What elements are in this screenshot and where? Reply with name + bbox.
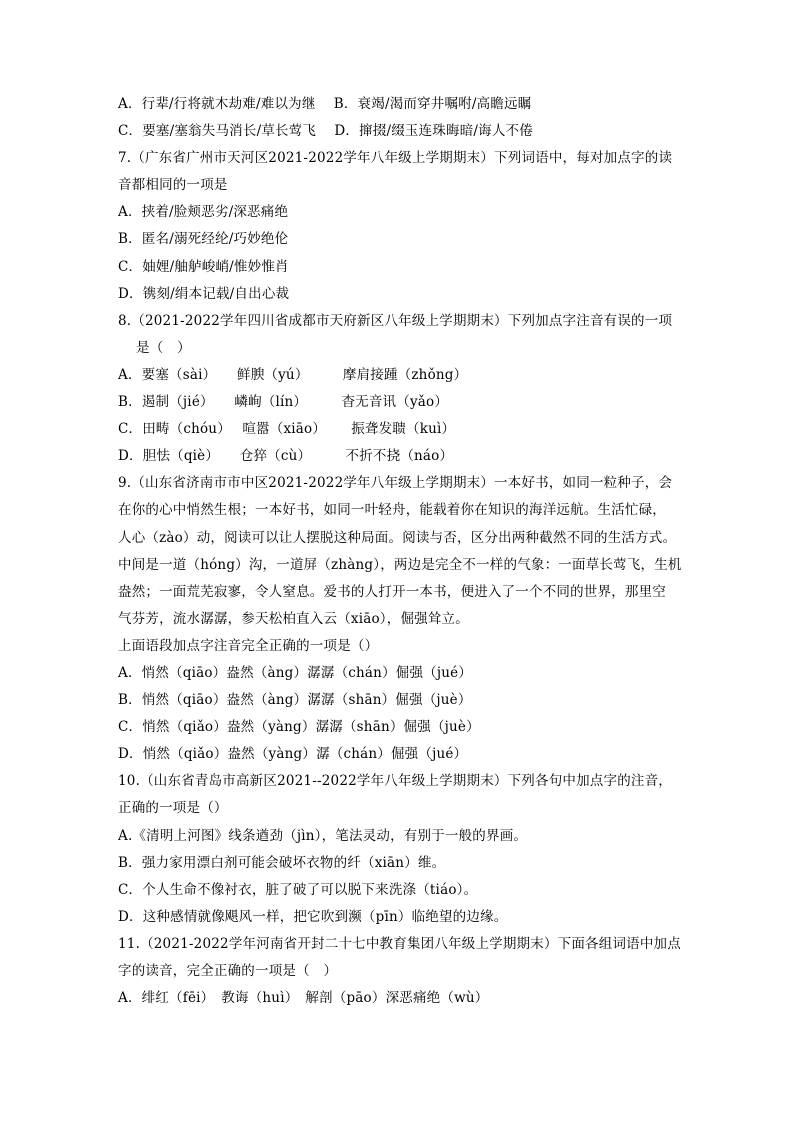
option-c: C．田畴（chóu） 喧嚣（xiāo） 振聋发聩（kuì） [118, 421, 456, 438]
option-d: D．镌刻/绢本记载/自出心裁 [118, 285, 290, 302]
option-c: C．悄然（qiǎo）盎然（yàng）潺潺（shān）倔强（juè） [118, 719, 480, 736]
question-8-stem: 8.（2021-2022学年四川省成都市天府新区八年级上学期期末）下列加点字注音有误的一项 [118, 312, 673, 329]
text-line: C．要塞/塞翁失马消长/草长莺飞 D．撺掇/缀玉连珠晦暗/诲人不倦 [118, 123, 533, 140]
question-10-stem: 10.（山东省青岛市高新区2021--2022学年八年级上学期期末）下列各句中加点字的注音， [118, 773, 673, 790]
question-11-stem: 11.（2021-2022学年河南省开封二十七中教育集团八年级上学期期末）下面各组词语中加点 [118, 935, 681, 952]
option-b: B．匿名/溺死经纶/巧妙绝伦 [118, 231, 289, 248]
text-line: 字的读音，完全正确的一项是（ ） [118, 963, 338, 979]
text-line: 盎然；一面荒芜寂寥，令人窒息。爱书的人打开一本书，便进入了一个不同的世界，那里空 [118, 583, 666, 600]
option-d: D．胆怯（qiè） 仓猝（cù） 不折不挠（náo） [118, 448, 454, 465]
question-list [118, 91, 698, 1012]
text-line: 是（ ） [136, 339, 191, 356]
option-d: D．悄然（qiǎo）盎然（yàng）潺（chán）倔强（jué） [118, 746, 468, 763]
text-line: 正确的一项是（） [118, 800, 228, 817]
option-d: D．这种感情就像飓风一样，把它吹到濒（pīn）临绝望的边缘。 [118, 908, 508, 925]
text-line: A．行辈/行将就木劫难/难以为继 B．衰竭/渴而穿井嘱咐/高瞻远瞩 [118, 96, 532, 112]
text-line: 人心（zào）动，阅读可以让人摆脱这种局面。阅读与否，区分出两种截然不同的生活方式。 [118, 529, 677, 546]
question-7-stem: 7.（广东省广州市天河区2021-2022学年八年级上学期期末）下列词语中，每对加点字的读 [118, 150, 673, 167]
option-a: A.《清明上河图》线条遒劲（jìn），笔法灵动，有别于一般的界画。 [118, 827, 528, 844]
text-line: 中间是一道（hóng）沟，一道屏（zhàng），两边是完全不一样的气象：一面草长莺飞，生机 [118, 556, 682, 573]
option-c: C．个人生命不像衬衣，脏了破了可以脱下来洗涤（tiáo）。 [118, 881, 478, 898]
option-a: A．要塞（sài） 鲜腴（yú） 摩肩接踵（zhǒng） [118, 366, 468, 383]
option-a: A．悄然（qiāo）盎然（àng）潺潺（chán）倔强（jué） [118, 664, 473, 681]
text-line: 音都相同的一项是 [118, 177, 228, 194]
option-b: B．遏制（jié） 嶙峋（lín） 杳无音讯（yǎo） [118, 394, 449, 411]
option-b: B．悄然（qiāo）盎然（àng）潺潺（shān）倔强（juè） [118, 692, 472, 709]
option-c: C．妯娌/舳舻峻峭/惟妙惟肖 [118, 258, 289, 275]
option-a: A．绯红（fēi） 教诲（huì） 解剖（pāo）深恶痛绝（wù） [118, 990, 489, 1007]
text-line: 在你的心中悄然生根；一本好书，如同一叶轻舟，能载着你在知识的海洋远航。生活忙碌， [118, 502, 666, 519]
option-b: B．强力家用漂白剂可能会破坏衣物的纤（xiān）维。 [118, 854, 446, 871]
text-line: 上面语段加点字注音完全正确的一项是（） [118, 637, 379, 654]
option-a: A．挟着/脸颊恶劣/深恶痛绝 [118, 204, 289, 221]
text-line: 气芬芳，流水潺潺，参天松柏直入云（xiāo），倔强耸立。 [118, 610, 469, 627]
question-9-stem: 9.（山东省济南市市中区2021-2022学年八年级上学期期末）一本好书，如同一粒种子，会 [118, 475, 673, 492]
